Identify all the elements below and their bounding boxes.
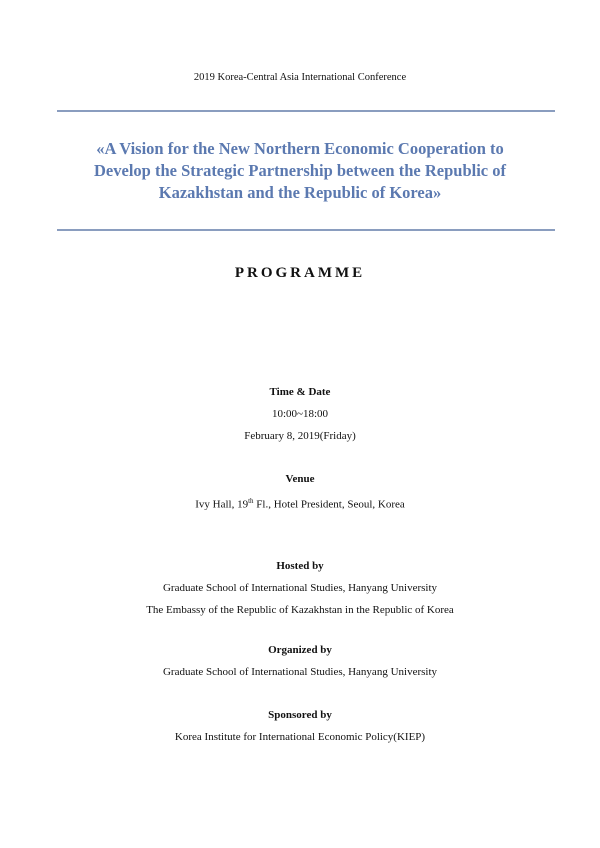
main-title-line-2: Develop the Strategic Partnership between the Republic of <box>94 161 506 180</box>
host-2: The Embassy of the Republic of Kazakhstan in the Republic of Korea <box>146 604 454 616</box>
conference-label: 2019 Korea-Central Asia International Conference <box>193 72 407 83</box>
date-value: February 8, 2019(Friday) <box>244 430 356 442</box>
top-divider <box>57 110 555 112</box>
venue-prefix: Ivy Hall, 19 <box>195 498 249 511</box>
venue-sup: th <box>248 497 254 505</box>
venue-suffix: Fl., Hotel President, Seoul, Korea <box>253 498 405 511</box>
time-date-heading: Time & Date <box>269 386 331 398</box>
time-date-section <box>0 381 600 447</box>
programme-heading: PROGRAMME <box>234 265 366 281</box>
venue-value <box>0 490 600 516</box>
main-title-line-1: «A Vision for the New Northern Economic Cooperation to <box>96 139 504 158</box>
organized-by-heading: Organized by <box>268 644 332 656</box>
host-1: Graduate School of International Studies, Hanyang University <box>162 582 438 594</box>
time-value: 10:00~18:00 <box>271 408 329 420</box>
sponsored-by-section <box>0 704 600 748</box>
venue-heading: Venue <box>285 473 315 485</box>
hosted-by-heading: Hosted by <box>276 560 324 572</box>
main-title <box>40 138 560 204</box>
hosted-by-section <box>0 555 600 621</box>
bottom-divider <box>57 229 555 231</box>
sponsor-1: Korea Institute for International Economic Policy(KIEP) <box>174 731 426 743</box>
organized-by-section <box>0 639 600 683</box>
main-title-line-3: Kazakhstan and the Republic of Korea» <box>158 183 442 202</box>
sponsored-by-heading: Sponsored by <box>268 709 332 721</box>
venue-section <box>0 468 600 516</box>
organizer-1: Graduate School of International Studies, Hanyang University <box>162 666 438 678</box>
